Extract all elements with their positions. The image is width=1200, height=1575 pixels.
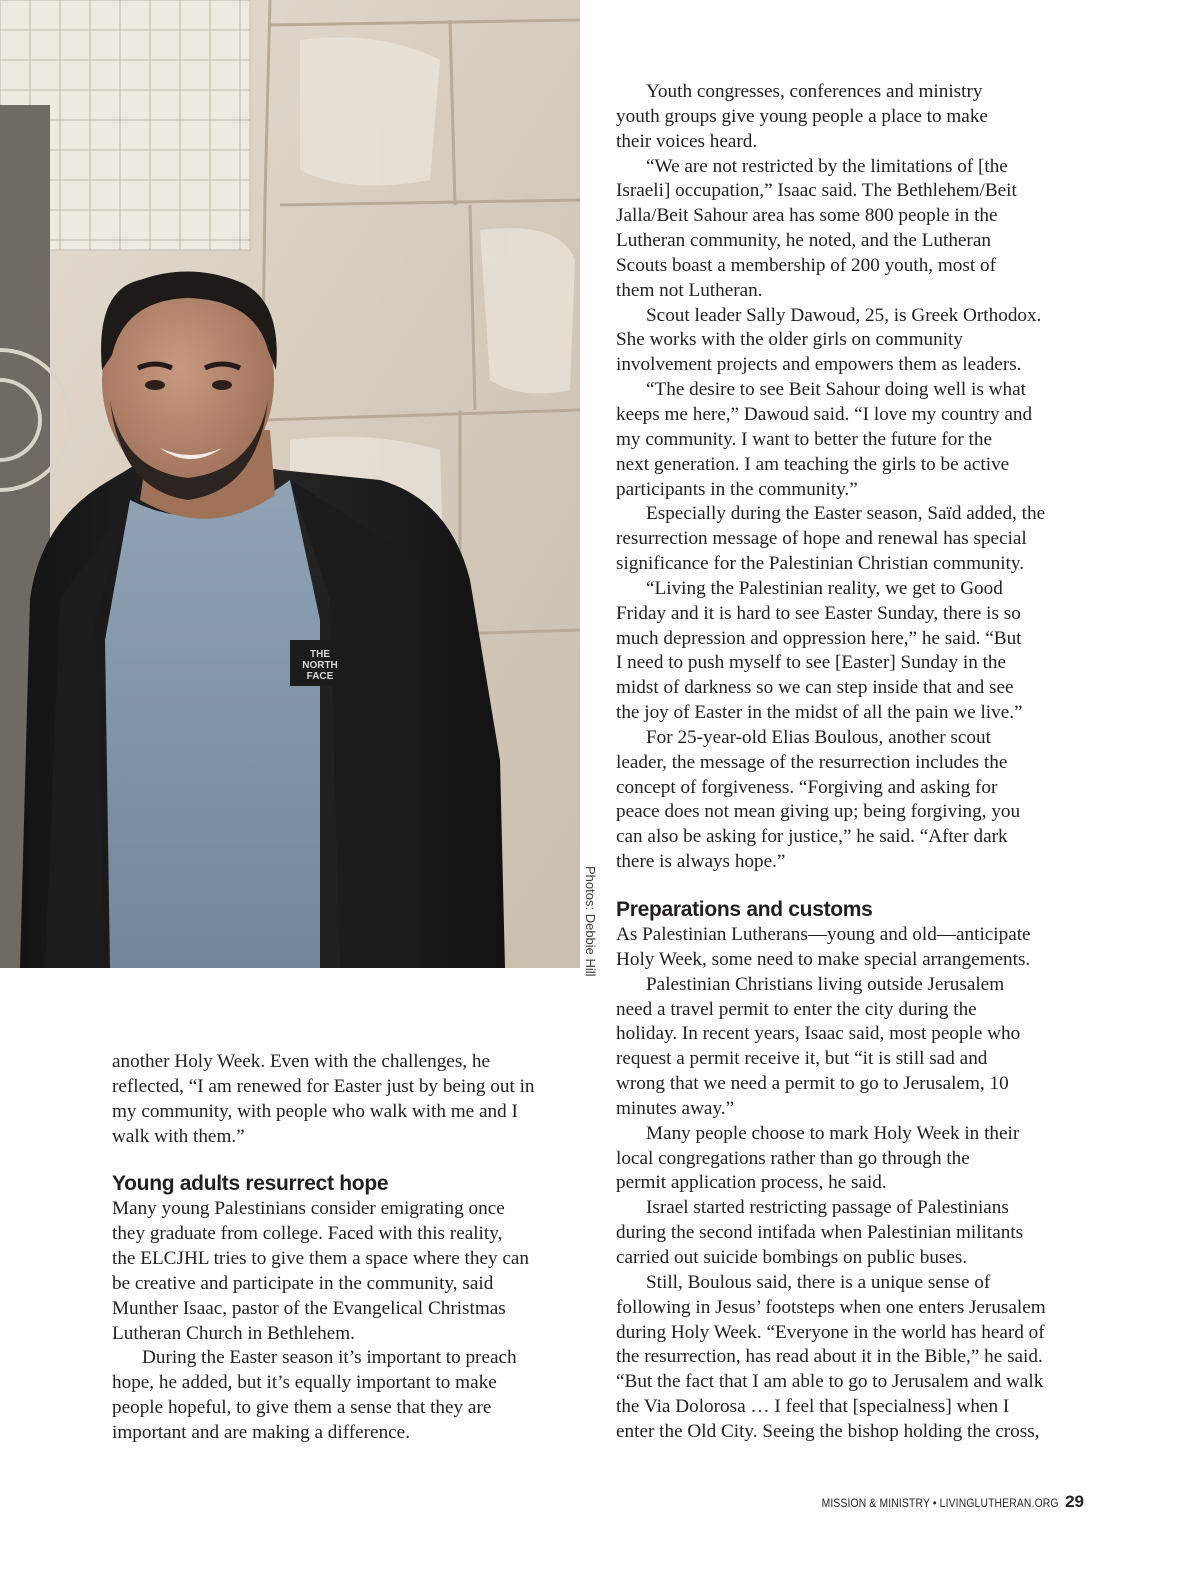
text-line: significance for the Palestinian Christian community. bbox=[616, 553, 1024, 575]
text-line: walk with them.” bbox=[112, 1125, 245, 1147]
text-line: the Via Dolorosa … I feel that [specialness] when I bbox=[616, 1396, 1010, 1418]
paragraph bbox=[112, 1050, 570, 1149]
text-line: She works with the older girls on community bbox=[616, 329, 963, 351]
text-line: much depression and oppression here,” he said. “But bbox=[616, 627, 1022, 649]
text-line: Israeli] occupation,” Isaac said. The Bethlehem/Beit bbox=[616, 180, 1017, 202]
paragraph bbox=[616, 502, 1088, 577]
right-column bbox=[616, 80, 1088, 1445]
text-line: there is always hope.” bbox=[616, 851, 786, 873]
text-line: enter the Old City. Seeing the bishop holding the cross, bbox=[616, 1420, 1040, 1442]
text-line: minutes away.” bbox=[616, 1097, 735, 1119]
text-line: Lutheran Church in Bethlehem. bbox=[112, 1322, 355, 1344]
text-line: concept of forgiveness. “Forgiving and asking for bbox=[616, 776, 998, 798]
text-line: carried out suicide bombings on public buses. bbox=[616, 1246, 968, 1268]
text-line: holiday. In recent years, Isaac said, most people who bbox=[616, 1023, 1021, 1045]
text-line: during Holy Week. “Everyone in the world has heard of bbox=[616, 1321, 1045, 1343]
text-line: can also be asking for justice,” he said. “After dark bbox=[616, 826, 1008, 848]
text-line: my community. I want to better the future for the bbox=[616, 428, 993, 450]
paragraph bbox=[616, 304, 1088, 379]
text-line: keeps me here,” Dawoud said. “I love my country and bbox=[616, 403, 1033, 425]
logo-line-3: FACE bbox=[306, 671, 334, 682]
text-line: During the Easter season it’s important to preach bbox=[142, 1347, 517, 1369]
paragraph bbox=[616, 378, 1088, 502]
portrait-illustration bbox=[0, 0, 580, 968]
paragraph bbox=[616, 1196, 1088, 1271]
text-line: Still, Boulous said, there is a unique sense of bbox=[646, 1271, 991, 1293]
text-line: request a permit receive it, but “it is still sad and bbox=[616, 1048, 988, 1070]
text-line: “We are not restricted by the limitations of [the bbox=[646, 155, 1008, 177]
text-line: resurrection message of hope and renewal has special bbox=[616, 528, 1027, 550]
portrait-photo bbox=[0, 0, 580, 968]
paragraph bbox=[616, 577, 1088, 726]
paragraph bbox=[616, 1271, 1088, 1445]
left-column bbox=[112, 1050, 570, 1446]
text-line: they graduate from college. Faced with this reality, bbox=[112, 1223, 503, 1245]
section-heading: Young adults resurrect hope bbox=[112, 1172, 389, 1196]
text-line: Lutheran community, he noted, and the Lutheran bbox=[616, 230, 991, 252]
text-line: involvement projects and empowers them as leaders. bbox=[616, 354, 1022, 376]
text-line: Friday and it is hard to see Easter Sunday, there is so bbox=[616, 602, 1021, 624]
text-line: leader, the message of the resurrection includes the bbox=[616, 751, 1008, 773]
text-line: during the second intifada when Palestinian militants bbox=[616, 1222, 1024, 1244]
text-line: reflected, “I am renewed for Easter just by being out in bbox=[112, 1075, 535, 1097]
text-line: people hopeful, to give them a sense that they are bbox=[112, 1397, 492, 1419]
text-line: hope, he added, but it’s equally important to make bbox=[112, 1372, 497, 1394]
paragraph bbox=[112, 1346, 570, 1445]
text-line: participants in the community.” bbox=[616, 478, 858, 500]
text-line: the resurrection, has read about it in the Bible,” he said. bbox=[616, 1346, 1043, 1368]
text-line: their voices heard. bbox=[616, 130, 758, 152]
running-head: MISSION & MINISTRY • LIVINGLUTHERAN.ORG bbox=[822, 1496, 1060, 1510]
text-line: local congregations rather than go through the bbox=[616, 1147, 970, 1169]
logo-line-1: THE bbox=[310, 649, 330, 660]
page-number: 29 bbox=[1065, 1492, 1084, 1511]
paragraph bbox=[616, 923, 1088, 973]
text-line: Many people choose to mark Holy Week in their bbox=[646, 1122, 1020, 1144]
text-line: the ELCJHL tries to give them a space where they can bbox=[112, 1248, 529, 1270]
paragraph bbox=[616, 1122, 1088, 1197]
section-heading: Preparations and customs bbox=[616, 898, 873, 921]
text-line: them not Lutheran. bbox=[616, 279, 763, 301]
text-line: be creative and participate in the community, said bbox=[112, 1272, 494, 1294]
text-line: Holy Week, some need to make special arrangements. bbox=[616, 948, 1031, 970]
text-line: For 25-year-old Elias Boulous, another scout bbox=[646, 726, 991, 748]
text-line: Many young Palestinians consider emigrating once bbox=[112, 1198, 505, 1220]
paragraph bbox=[112, 1197, 570, 1346]
text-line: the joy of Easter in the midst of all the pain we live.” bbox=[616, 702, 1023, 724]
text-line: another Holy Week. Even with the challenges, he bbox=[112, 1051, 490, 1072]
text-line: following in Jesus’ footsteps when one enters Jerusalem bbox=[616, 1296, 1046, 1318]
text-line: youth groups give young people a place to make bbox=[616, 105, 988, 127]
text-line: “The desire to see Beit Sahour doing well is what bbox=[646, 379, 1026, 401]
text-line: Scouts boast a membership of 200 youth, most of bbox=[616, 254, 996, 276]
text-line: “But the fact that I am able to go to Jerusalem and walk bbox=[616, 1371, 1044, 1393]
paragraph bbox=[616, 973, 1088, 1122]
text-line: Scout leader Sally Dawoud, 25, is Greek Orthodox. bbox=[646, 304, 1042, 326]
page-footer bbox=[783, 1492, 1084, 1518]
text-line: Munther Isaac, pastor of the Evangelical Christmas bbox=[112, 1297, 506, 1319]
text-line: peace does not mean giving up; being forgiving, you bbox=[616, 801, 1021, 823]
paragraph bbox=[616, 155, 1088, 304]
text-line: Jalla/Beit Sahour area has some 800 people in the bbox=[616, 205, 998, 227]
text-line: “Living the Palestinian reality, we get to Good bbox=[646, 577, 1003, 599]
text-line: need a travel permit to enter the city during the bbox=[616, 998, 977, 1020]
paragraph bbox=[616, 80, 1088, 155]
text-line: Palestinian Christians living outside Jerusalem bbox=[646, 973, 1005, 995]
text-line: As Palestinian Lutherans—young and old—anticipate bbox=[616, 924, 1031, 945]
paragraph bbox=[616, 726, 1088, 875]
text-line: I need to push myself to see [Easter] Sunday in the bbox=[616, 652, 1007, 674]
text-line: permit application process, he said. bbox=[616, 1172, 887, 1194]
photo-credit: Photos: Debbie Hill bbox=[583, 866, 598, 977]
text-line: my community, with people who walk with me and I bbox=[112, 1100, 518, 1122]
logo-line-2: NORTH bbox=[302, 660, 338, 671]
text-line: Youth congresses, conferences and ministry bbox=[646, 81, 983, 102]
text-line: Especially during the Easter season, Saïd added, the bbox=[646, 503, 1046, 525]
text-line: midst of darkness so we can step inside that and see bbox=[616, 677, 1014, 699]
text-line: important and are making a difference. bbox=[112, 1421, 410, 1443]
text-line: Israel started restricting passage of Palestinians bbox=[646, 1197, 1009, 1219]
text-line: next generation. I am teaching the girls to be active bbox=[616, 453, 1010, 475]
text-line: wrong that we need a permit to go to Jerusalem, 10 bbox=[616, 1073, 1009, 1095]
